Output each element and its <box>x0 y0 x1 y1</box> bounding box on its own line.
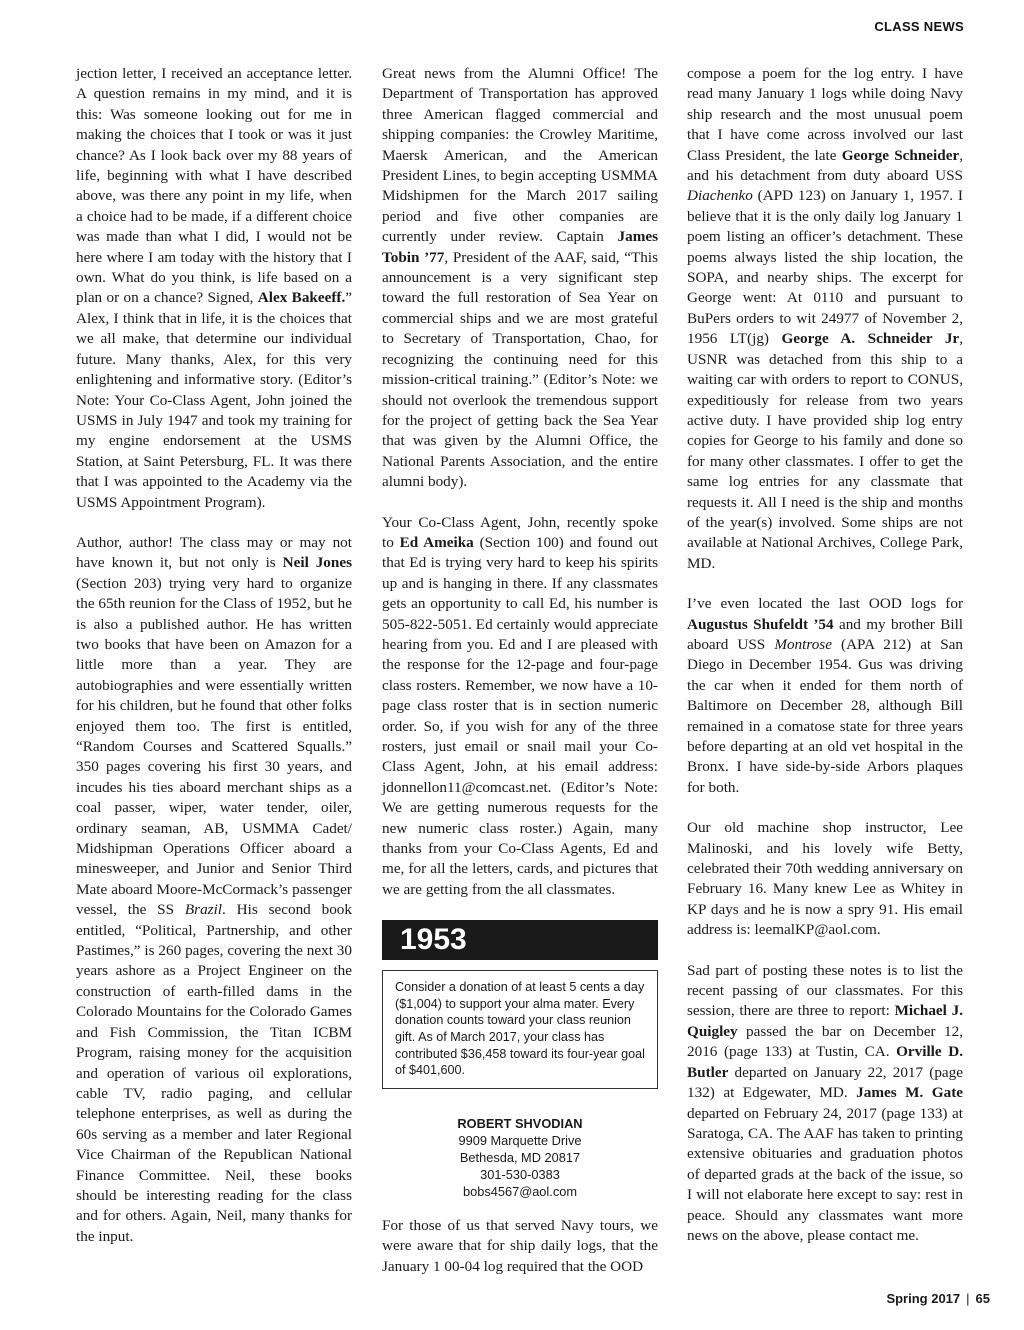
text-run: , and his detachment from duty aboard USS <box>687 146 963 185</box>
italic-ship-name: Brazil <box>184 901 223 919</box>
footer-separator: | <box>966 1291 970 1306</box>
bold-name: Augustus Shufeldt ’54 <box>687 615 834 633</box>
agent-email: bobs4567@aol.com <box>462 1183 578 1199</box>
class-year-banner <box>382 920 658 960</box>
italic-ship-name: Montrose <box>774 635 832 653</box>
page-number: 65 <box>975 1291 990 1306</box>
text-run: (APD 123) on January 1, 1957. I believe that it is the only daily log January 1 poem listing an officer’s detachment. These poems always listed the ship location, the SOPA, and nearby ships. The excerpt for George went: At 0110 and pursuant to BuPers orders to wit 24977 of November 2, 1956 LT(jg) <box>687 187 963 348</box>
paragraph <box>687 961 963 1247</box>
bold-name: George A. Schneider Jr <box>781 330 960 348</box>
text-run: Our old machine shop instructor, Lee Malinoski, and his lovely wife Betty, celebrated their 70th wedding anniversary on February 16. Many knew Lee as Whitey in KP days and he is now a spry 91. His email address is: leemalKP@aol.com. <box>687 819 963 939</box>
page-footer <box>886 1291 990 1306</box>
paragraph <box>76 64 352 513</box>
text-run: passed the bar on December 12, 2016 (page 133) at Tustin, CA. <box>687 1022 963 1061</box>
bold-name: James Tobin ’77 <box>382 228 658 266</box>
paragraph <box>687 594 963 798</box>
text-run: . His second book entitled, “Political, Partnership, and other Pastimes,” is 260 pages, covering the next 30 years ashore as a Project Engineer on the construction of earth-filled dams in the Colorado Mountains for the Colorado Games and Fish Commission, the Titan ICBM Program, raising money for the acquisition and operation of various oil explorations, cable TV, radio paging, and cellular telephone enterprises, as well as during the 60s serving as a member and later Regional Vice Chairman of the Republican National Finance Committee. Neil, these books should be interesting reading for the class and for others. Again, Neil, many thanks for the input. <box>76 901 352 1245</box>
text-run: compose a poem for the log entry. I have read many January 1 logs while doing Navy ship research and the most unusual poem that I have come across involved our last Class President, the late <box>687 65 963 164</box>
paragraph <box>382 513 658 901</box>
text-run: departed on January 22, 2017 (page 132) at Edgewater, MD. <box>687 1063 963 1102</box>
bold-name: Orville D. Butler <box>687 1043 963 1081</box>
text-run: For those of us that served Navy tours, we were aware that for ship daily logs, that the January 1 00-04 log required that the OOD <box>382 1216 658 1275</box>
class-agent-contact <box>382 1115 658 1200</box>
bold-name: Ed Ameika <box>399 533 474 551</box>
column-2 <box>382 64 658 1277</box>
text-run: Sad part of posting these notes is to list the recent passing of our classmates. For this session, there are three to report: <box>687 961 963 1020</box>
bold-name: James M. Gate <box>856 1084 963 1102</box>
paragraph <box>382 64 658 493</box>
paragraph <box>76 533 352 1247</box>
text-run: (Section 100) and found out that Ed is trying very hard to keep his spirits up and is hanging in there. If any classmates gets an opportunity to call Ed, his number is 505-822-5051. Ed certainly would appreciate hearing from you. Ed and I are pleased with the response for the 12-page and four-page class rosters. Remember, we now have a 10-page class roster that is in section numeric order. So, if you wish for any of the three rosters, just email or snail mail your Co-Class Agent, John, at his email address: jdonnellon11@comcast.net. (Editor’s Note: We are getting numerous requests for the new numeric class roster.) Again, many thanks from your Co-Class Agents, Ed and me, for all the letters, cards, and pictures that we are getting from the all classmates. <box>382 533 658 898</box>
section-label: CLASS NEWS <box>874 19 964 34</box>
bold-name: George Schneider <box>841 146 960 164</box>
text-run: I’ve even located the last OOD logs for <box>687 595 963 613</box>
agent-name: ROBERT SHVODIAN <box>457 1115 583 1131</box>
agent-city: Bethesda, MD 20817 <box>459 1149 581 1165</box>
text-run: Great news from the Alumni Office! The Department of Transportation has approved three American flagged commercial and shipping companies: the Crowley Maritime, Maersk American, and the American President Lines, to begin accepting USMMA Midshipmen for the March 2017 sailing period and five other companies are currently under review. Captain <box>382 65 658 246</box>
text-run: ” Alex, I think that in life, it is the choices that we all make, that determine our individual future. Many thanks, Alex, for this very enlightening and informative story. (Editor’s Note: Your Co-Class Agent, John joined the USMS in July 1947 and took my training for my engine endorsement at the USMS Station, at Saint Petersburg, FL. It was there that I was appointed to the Academy via the USMS Appointment Program). <box>76 289 352 511</box>
bold-name: Neil Jones <box>282 554 352 572</box>
class-year: 1953 <box>400 923 467 957</box>
text-run: , USNR was detached from this ship to a waiting car with orders to report to CONUS, expeditiously for release from two years active duty. I have provided ship log entry copies for George to his family and done so for many other classmates. I offer to get the same log entries for any classmate that requests it. All I need is the ship and months of the year(s) involved. Some ships are not available at National Archives, College Park, MD. <box>687 330 963 572</box>
agent-street: 9909 Marquette Drive <box>458 1132 582 1148</box>
text-run: Your Co-Class Agent, John, recently spoke to <box>382 513 658 551</box>
column-3 <box>687 64 963 1246</box>
paragraph <box>382 1216 658 1277</box>
paragraph <box>687 818 963 940</box>
text-run: departed on February 24, 2017 (page 133) at Saratoga, CA. The AAF has taken to printing extensive obituaries and graduation photos of departed grads at the back of the issue, so I will not elaborate here except to say: rest in peace. Should any classmates want more news on the above, please contact me. <box>687 1104 963 1244</box>
text-run: (APA 212) at San Diego in December 1954. Gus was driving the car when it ended for them north of Baltimore on December 28, although Bill remained in a comatose state for three years before departing at an old vet hospital in the Bronx. I have side-by-side Arbors plaques for both. <box>687 635 963 796</box>
issue-label: Spring 2017 <box>886 1291 961 1306</box>
bold-name: Michael J. Quigley <box>687 1002 964 1040</box>
text-run: and my brother Bill aboard USS <box>687 615 964 653</box>
paragraph <box>687 64 963 574</box>
bold-name: Alex Bakeeff. <box>257 289 346 307</box>
italic-ship-name: Diachenko <box>687 187 753 205</box>
agent-phone: 301-530-0383 <box>480 1166 560 1182</box>
text-run: (Section 203) trying very hard to organize the 65th reunion for the Class of 1952, but he is also a published author. He has written two books that have been on Amazon for a little more than a year. They are autobiographies and were essentially written for his children, but he found that other folks enjoyed them too. The first is entitled, “Random Courses and Scattered Squalls.” 350 pages covering his first 30 years, and incudes his ties aboard merchant ships as a coal passer, wiper, water tender, oiler, ordinary seaman, AB, USMMA Cadet/ Midshipman Operations Officer aboard a minesweeper, and Junior and Senior Third Mate aboard Moore-McCormack’s passenger vessel, the SS <box>76 574 352 919</box>
text-run: Author, author! The class may or may not have known it, but not only is <box>76 533 352 572</box>
text-run: , President of the AAF, said, “This announcement is a very significant step toward the full restoration of Sea Year on commercial ships and we are most grateful to Secretary of Transportation, Chao, for recognizing the continuing need for this mission-critical training.” (Editor’s Note: we should not overlook the tremendous support for the project of getting back the Sea Year that was given by the Alumni Office, the National Parents Association, and the entire alumni body). <box>382 248 659 491</box>
text-run: jection letter, I received an acceptance letter. A question remains in my mind, and it is this: Was someone looking out for me in making the choices that I took or was it just chance? As I look back over my 88 years of life, beginning with what I have described above, was there any point in my life, when a choice had to be made, if a different choice was made than what I did, I would not be here where I am today with the history that I own. What do you think, is life based on a plan or on a chance? Signed, <box>76 65 352 307</box>
column-1 <box>76 64 352 1247</box>
donation-box: Consider a donation of at least 5 cents a day ($1,004) to support your alma mater. Every donation counts toward your class reunion gift. As of March 2017, your class has contributed $36,458 toward its four-year goal of $401,600. <box>382 970 658 1089</box>
